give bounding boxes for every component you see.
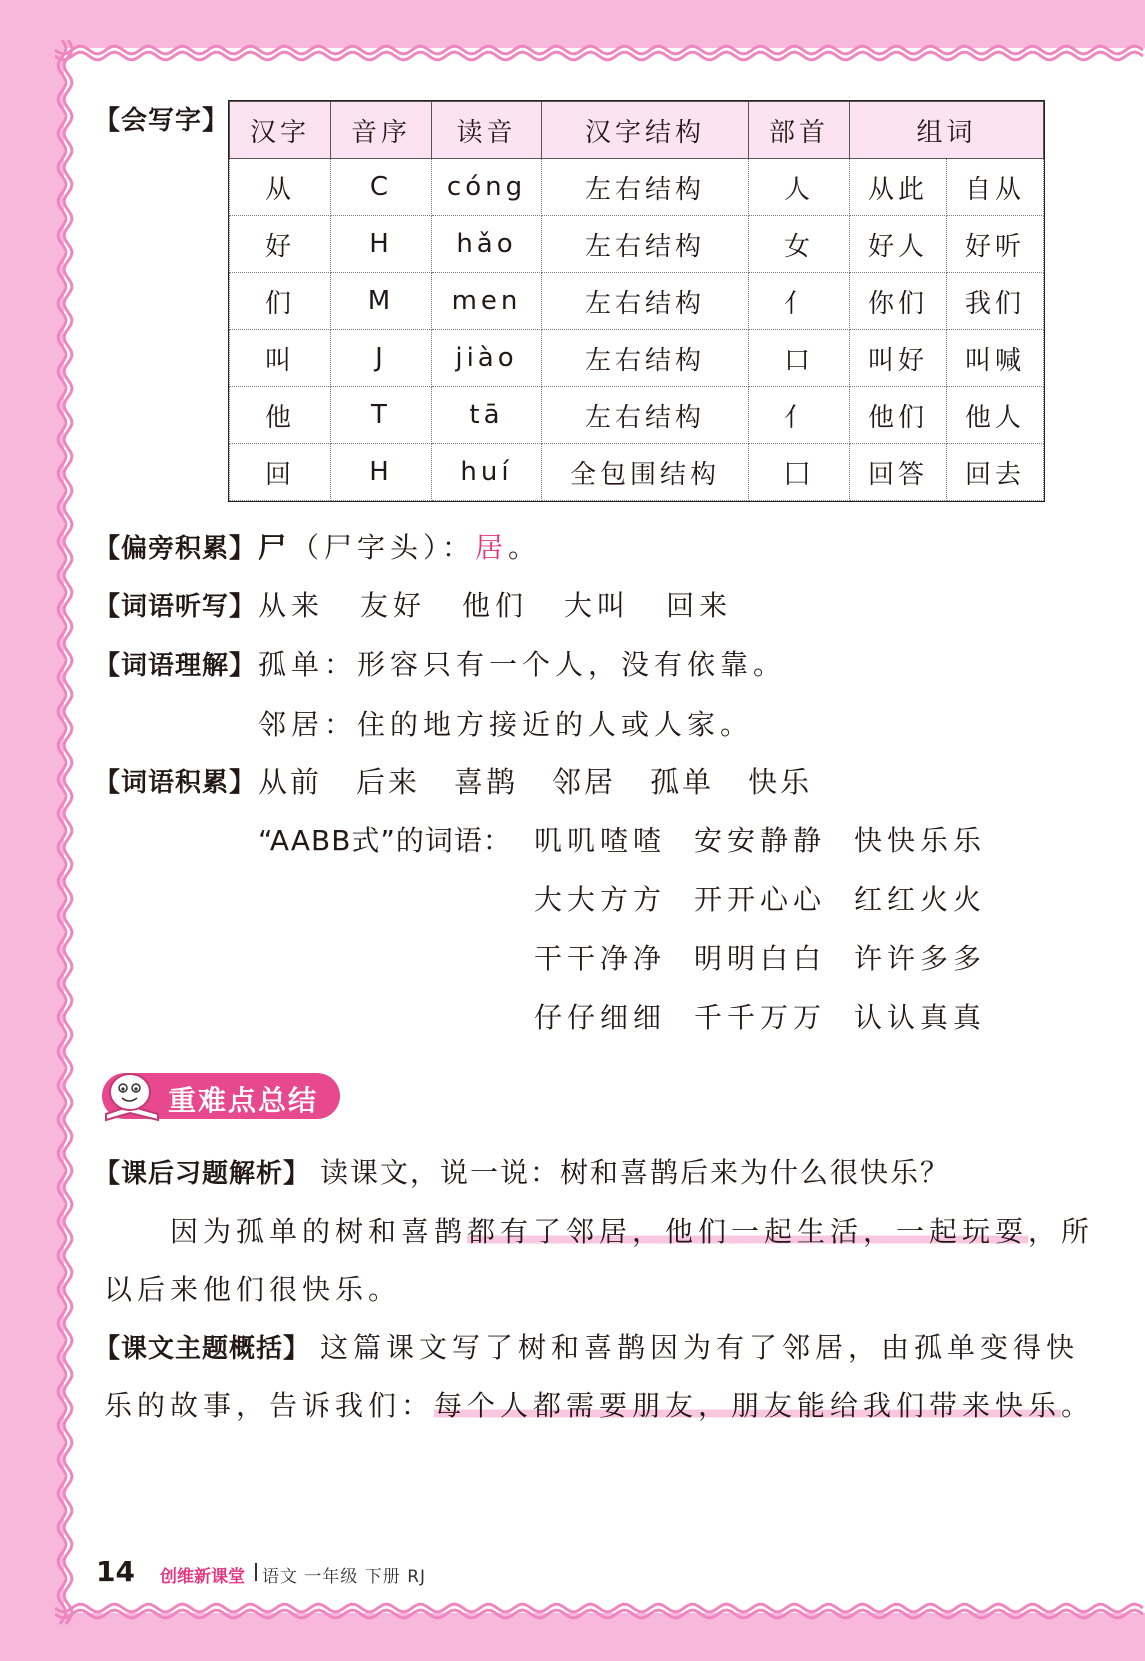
radical-end: 。 xyxy=(508,531,542,564)
radical-line xyxy=(258,526,541,566)
cell-yinxu: M xyxy=(331,273,432,330)
cell-zuci-1: 叫好 xyxy=(850,330,947,387)
accumulation-label: 【词语积累】 xyxy=(94,768,257,798)
exercise-answer-line2: 以后来他们很快乐。 xyxy=(104,1273,402,1306)
cell-hanzi: 从 xyxy=(230,159,331,216)
understanding-item: 孤单：形容只有一个人，没有依靠。 xyxy=(258,648,787,681)
write-chars-table xyxy=(229,101,1044,501)
aabb-word: 明明白白 xyxy=(694,942,827,975)
footer-brand: 创维新课堂 xyxy=(160,1567,245,1587)
cell-jiegou: 左右结构 xyxy=(542,273,749,330)
cell-yinxu: J xyxy=(331,330,432,387)
cell-zuci-2: 回去 xyxy=(947,444,1044,501)
header-yinxu: 音序 xyxy=(331,102,432,159)
cell-zuci-1: 回答 xyxy=(850,444,947,501)
accumulation-word: 孤单 xyxy=(650,765,715,799)
cell-duyin: tā xyxy=(432,387,542,444)
accumulation-words xyxy=(258,760,812,801)
cell-bushou: 囗 xyxy=(749,444,850,501)
accumulation-word: 快乐 xyxy=(748,765,813,799)
dictation-label: 【词语听写】 xyxy=(94,592,257,622)
accumulation-word: 邻居 xyxy=(552,765,617,799)
radical-example: 居 xyxy=(475,531,509,564)
exercise-question: 读课文，说一说：树和喜鹊后来为什么很快乐？ xyxy=(320,1156,951,1189)
cell-jiegou: 左右结构 xyxy=(542,330,749,387)
table-header-row xyxy=(230,102,1044,159)
cell-yinxu: T xyxy=(331,387,432,444)
answer-highlight: 都有了邻居，他们一起生活，一起玩耍 xyxy=(467,1215,1029,1248)
radical-note: （尸字头）： xyxy=(291,531,476,564)
dictation-word: 友好 xyxy=(360,589,427,622)
theme-text: 乐的故事，告诉我们： xyxy=(104,1389,435,1422)
cell-jiegou: 左右结构 xyxy=(542,159,749,216)
cell-yinxu: H xyxy=(331,216,432,273)
dictation-word: 他们 xyxy=(462,589,529,622)
table-row xyxy=(230,159,1044,216)
cell-zuci-2: 叫喊 xyxy=(947,330,1044,387)
write-chars-label: 【会写字】 xyxy=(94,106,230,136)
aabb-word: 仔仔细细 xyxy=(534,1001,667,1034)
cell-duyin: cóng xyxy=(432,159,542,216)
theme-line2 xyxy=(104,1384,1094,1424)
header-hanzi: 汉字 xyxy=(230,102,331,159)
aabb-word: 红红火火 xyxy=(854,883,987,916)
cell-hanzi: 好 xyxy=(230,216,331,273)
cell-yinxu: H xyxy=(331,444,432,501)
theme-line1: 这篇课文写了树和喜鹊因为有了邻居，由孤单变得快 xyxy=(320,1331,1080,1364)
cell-hanzi: 回 xyxy=(230,444,331,501)
header-zuci: 组词 xyxy=(850,102,1044,159)
cell-bushou: 亻 xyxy=(749,387,850,444)
cell-zuci-1: 好人 xyxy=(850,216,947,273)
aabb-word: 认认真真 xyxy=(854,1001,987,1034)
table-row xyxy=(230,387,1044,444)
footer-info: 语文 一年级 下册 RJ xyxy=(262,1567,427,1587)
accumulation-word: 从前 xyxy=(258,765,323,799)
cell-hanzi: 他 xyxy=(230,387,331,444)
aabb-word: 千千万万 xyxy=(694,1001,827,1034)
aabb-word: 大大方方 xyxy=(534,883,667,916)
cell-jiegou: 左右结构 xyxy=(542,387,749,444)
dictation-word: 从来 xyxy=(258,589,325,622)
radical-label: 【偏旁积累】 xyxy=(94,534,257,564)
understanding-item: 邻居：住的地方接近的人或人家。 xyxy=(258,708,754,741)
header-bushou: 部首 xyxy=(749,102,850,159)
table-row xyxy=(230,216,1044,273)
book-mascot-icon xyxy=(100,1066,164,1124)
understanding-label: 【词语理解】 xyxy=(94,651,257,681)
theme-text-end: 。 xyxy=(1061,1389,1095,1422)
aabb-word: 快快乐乐 xyxy=(854,824,987,857)
cell-hanzi: 们 xyxy=(230,273,331,330)
cell-zuci-1: 他们 xyxy=(850,387,947,444)
dictation-word: 大叫 xyxy=(564,589,631,622)
left-wave-border xyxy=(50,40,78,1625)
radical-char: 尸 xyxy=(258,531,292,564)
theme-label: 【课文主题概括】 xyxy=(94,1334,311,1364)
cell-yinxu: C xyxy=(331,159,432,216)
cell-zuci-2: 他人 xyxy=(947,387,1044,444)
cell-bushou: 人 xyxy=(749,159,850,216)
cell-duyin: hǎo xyxy=(432,216,542,273)
aabb-word: 干干净净 xyxy=(534,942,667,975)
summary-badge-label: 重难点总结 xyxy=(168,1084,319,1117)
cell-jiegou: 全包围结构 xyxy=(542,444,749,501)
aabb-word: 开开心心 xyxy=(694,883,827,916)
accumulation-word: 喜鹊 xyxy=(454,765,519,799)
aabb-word: 许许多多 xyxy=(854,942,987,975)
table-row xyxy=(230,273,1044,330)
cell-duyin: huí xyxy=(432,444,542,501)
cell-zuci-2: 好听 xyxy=(947,216,1044,273)
page-number: 14 xyxy=(96,1555,135,1588)
cell-duyin: men xyxy=(432,273,542,330)
dictation-word: 回来 xyxy=(666,589,733,622)
dictation-words xyxy=(258,584,732,624)
answer-text-tail: ，所 xyxy=(1028,1215,1095,1248)
cell-zuci-1: 你们 xyxy=(850,273,947,330)
cell-bushou: 女 xyxy=(749,216,850,273)
table-row xyxy=(230,330,1044,387)
cell-jiegou: 左右结构 xyxy=(542,216,749,273)
exercise-label: 【课后习题解析】 xyxy=(94,1159,311,1189)
cell-hanzi: 叫 xyxy=(230,330,331,387)
footer-separator xyxy=(255,1563,257,1581)
header-jiegou: 汉字结构 xyxy=(542,102,749,159)
aabb-word: 叽叽喳喳 xyxy=(534,824,667,857)
bottom-wave-border xyxy=(55,1600,1145,1624)
cell-zuci-2: 我们 xyxy=(947,273,1044,330)
cell-zuci-2: 自从 xyxy=(947,159,1044,216)
cell-bushou: 口 xyxy=(749,330,850,387)
aabb-label: “AABB式”的词语： xyxy=(258,824,512,857)
accumulation-word: 后来 xyxy=(356,765,421,799)
top-wave-border xyxy=(55,40,1145,64)
exercise-answer-line1 xyxy=(170,1210,1094,1250)
cell-zuci-1: 从此 xyxy=(850,159,947,216)
aabb-word: 安安静静 xyxy=(694,824,827,857)
header-duyin: 读音 xyxy=(432,102,542,159)
answer-text: 因为孤单的树和喜鹊 xyxy=(170,1215,468,1248)
cell-duyin: jiào xyxy=(432,330,542,387)
cell-bushou: 亻 xyxy=(749,273,850,330)
theme-highlight: 每个人都需要朋友，朋友能给我们带来快乐 xyxy=(434,1389,1062,1422)
table-row xyxy=(230,444,1044,501)
